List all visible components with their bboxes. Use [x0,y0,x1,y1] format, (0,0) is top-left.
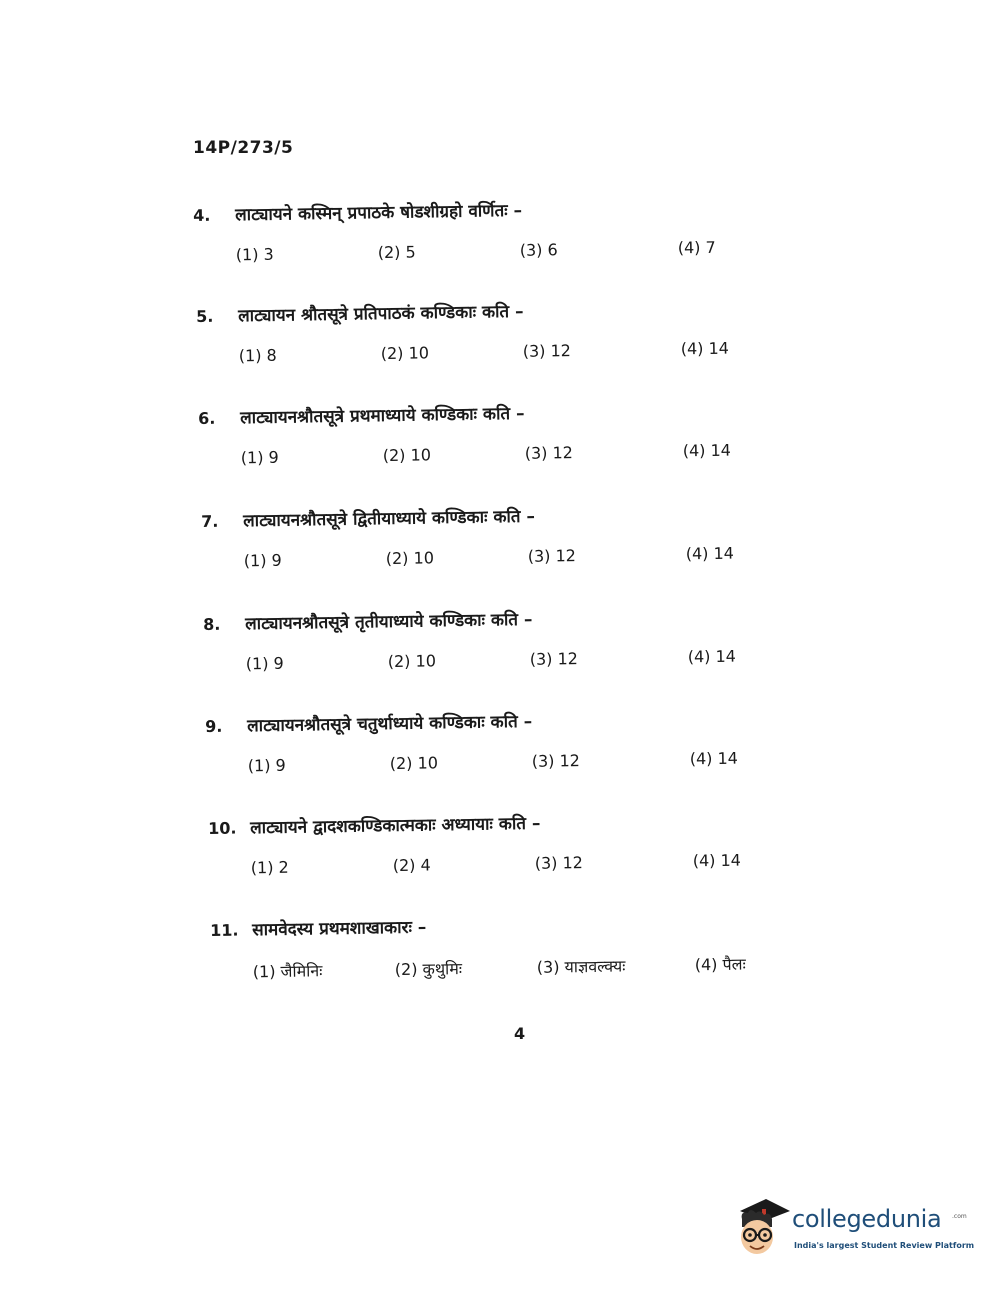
option-3: (3) 12 [529,649,579,669]
option-2: (2) 10 [385,548,435,569]
option-1: (1) 9 [245,653,284,674]
question-9 [205,704,826,783]
collegedunia-logo [734,1197,975,1261]
option-1: (1) 8 [238,345,277,366]
option-3: (3) 12 [524,443,574,463]
options-row [253,951,831,986]
option-1: (1) 2 [250,857,289,878]
option-1: (1) जैमिनिः [252,961,323,982]
question-6 [198,396,819,475]
question-text: लाट्यायनश्रौतसूत्रे तृतीयाध्याये कण्डिकाः कति – [245,609,533,635]
question-number: 9. [205,716,223,736]
option-4: (4) 14 [685,543,735,564]
question-text: लाट्यायनश्रौतसूत्रे प्रथमाध्याये कण्डिकाः कति – [240,403,525,429]
question-text: लाट्यायने द्वादशकण्डिकात्मकाः अध्यायाः कति – [250,813,541,839]
option-4: (4) 7 [677,237,716,258]
question-text: लाट्यायनश्रौतसूत्रे चतुर्थाध्याये कण्डिकाः कति – [247,711,533,737]
option-4: (4) 14 [689,748,739,769]
option-4: (4) पैलः [694,954,746,975]
question-text: सामवेदस्य प्रथमशाखाकारः – [252,917,427,941]
option-1: (1) 9 [247,755,286,776]
option-2: (2) 10 [387,651,437,672]
mascot-icon [734,1197,792,1261]
option-2: (2) 5 [377,242,416,263]
options-row [241,439,819,474]
options-row [251,849,829,884]
question-10 [208,806,829,885]
option-3: (3) 12 [527,546,577,566]
question-text: लाट्यायन श्रौतसूत्रे प्रतिपाठकं कण्डिकाः कति – [238,301,524,327]
option-2: (2) 10 [389,753,439,774]
question-4 [193,193,814,272]
option-4: (4) 14 [680,338,730,359]
option-2: (2) 10 [382,445,432,466]
question-number: 5. [196,306,214,326]
options-row [248,747,826,782]
option-3: (3) 12 [534,853,584,873]
option-4: (4) 14 [692,850,742,871]
options-row [236,236,814,271]
option-1: (1) 9 [240,447,279,468]
option-3: (3) 12 [522,341,572,361]
logo-tagline: India's largest Student Review Platform [794,1241,975,1250]
question-number: 10. [208,818,237,838]
option-3: (3) 12 [531,751,581,771]
question-number: 7. [201,511,219,531]
question-11 [210,908,831,987]
option-4: (4) 14 [682,440,732,461]
question-text: लाट्यायनश्रौतसूत्रे द्वितीयाध्याये कण्डिकाः कति – [243,506,536,532]
option-3: (3) याज्ञवल्क्यः [536,956,626,977]
options-row [244,542,822,577]
logo-wordmark: collegedunia [792,1205,942,1233]
page-number: 4 [514,1024,526,1043]
paper-code: 14P/273/5 [193,138,294,158]
options-row [246,645,824,680]
question-number: 11. [210,920,239,940]
option-4: (4) 14 [687,646,737,667]
option-2: (2) 10 [380,343,430,364]
question-7 [201,499,822,578]
question-number: 6. [198,408,216,428]
question-text: लाट्यायने कस्मिन् प्रपाठके षोडशीग्रहो वर्णितः – [235,200,523,226]
question-number: 8. [203,614,221,634]
question-8 [203,602,824,681]
option-1: (1) 9 [243,550,282,571]
option-2: (2) कुथुमिः [394,959,463,980]
question-number: 4. [193,205,211,225]
logo-dotcom: .com [952,1213,967,1220]
option-3: (3) 6 [519,240,558,260]
option-2: (2) 4 [392,855,431,876]
question-5 [196,294,817,373]
option-1: (1) 3 [235,244,274,265]
options-row [239,337,817,372]
